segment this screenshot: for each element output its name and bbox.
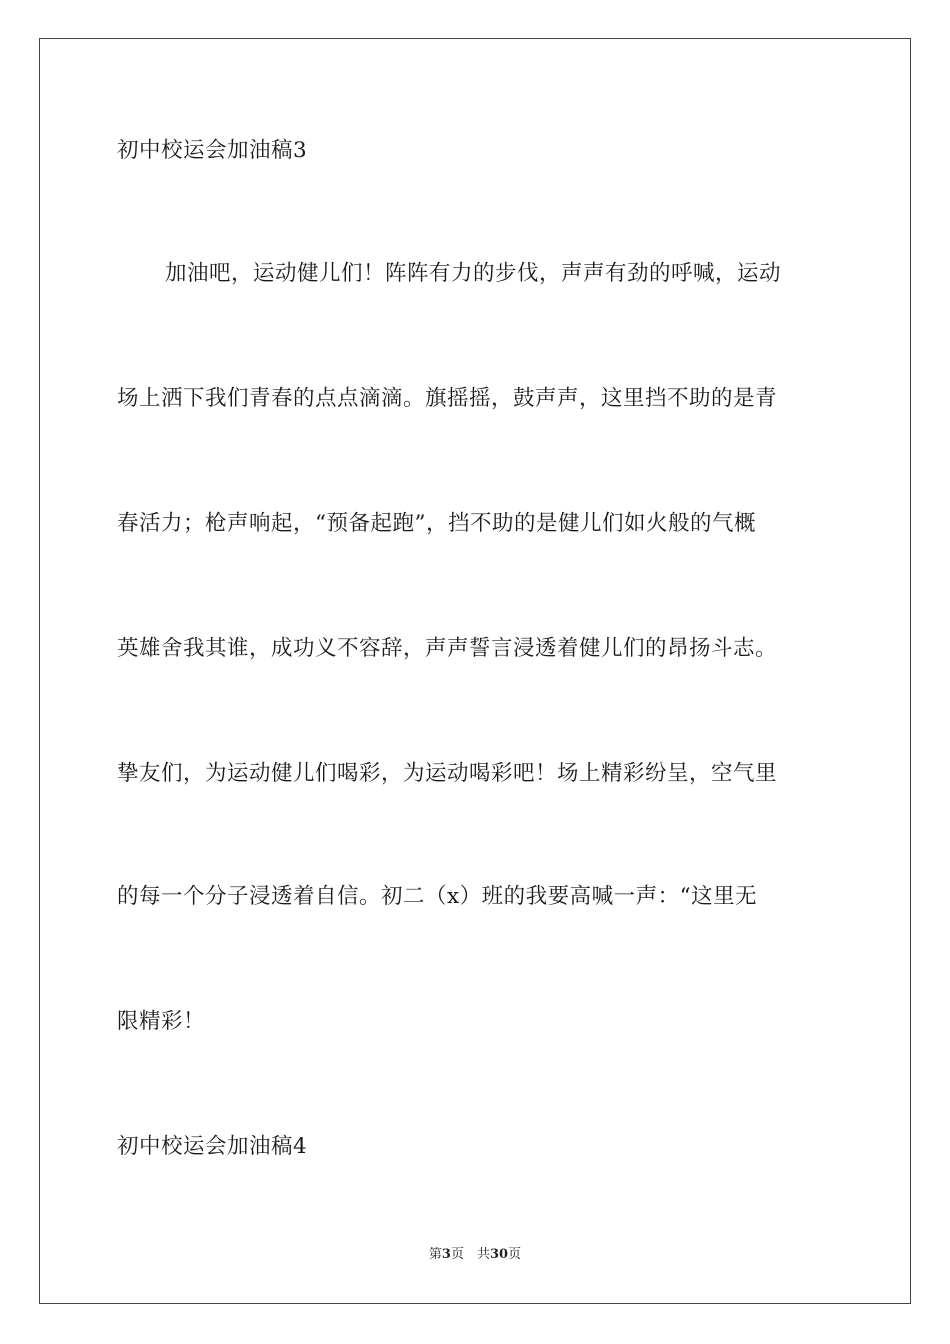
- paragraph-line-7: 限精彩！: [117, 1009, 206, 1034]
- page-number-footer: [0, 1246, 950, 1264]
- paragraph-line-5: 挚友们，为运动健儿们喝彩，为运动喝彩吧！场上精彩纷呈，空气里: [117, 761, 778, 786]
- section-heading-4: 初中校运会加油稿4: [117, 1134, 308, 1159]
- page-total: 30: [489, 1247, 509, 1262]
- paragraph-line-6: 的每一个分子浸透着自信。初二（x）班的我要高喊一声：“这里无: [117, 884, 758, 909]
- paragraph-line-1: 加油吧，运动健儿们！阵阵有力的步伐，声声有劲的呼喊，运动: [165, 261, 782, 286]
- page-frame: [39, 38, 911, 1304]
- paragraph-line-3: 春活力；枪声响起，“预备起跑”，挡不助的是健儿们如火般的气概: [117, 511, 756, 536]
- paragraph-line-2: 场上洒下我们青春的点点滴滴。旗摇摇，鼓声声，这里挡不助的是青: [117, 386, 778, 411]
- page-prefix: 第: [428, 1247, 442, 1262]
- page-current: 3: [441, 1247, 451, 1262]
- section-heading-3: 初中校运会加油稿3: [117, 138, 308, 163]
- page-suffix: 页: [508, 1247, 522, 1262]
- page-mid: 页 共: [450, 1247, 490, 1262]
- paragraph-line-4: 英雄舍我其谁，成功义不容辞，声声誓言浸透着健儿们的昂扬斗志。: [117, 636, 778, 661]
